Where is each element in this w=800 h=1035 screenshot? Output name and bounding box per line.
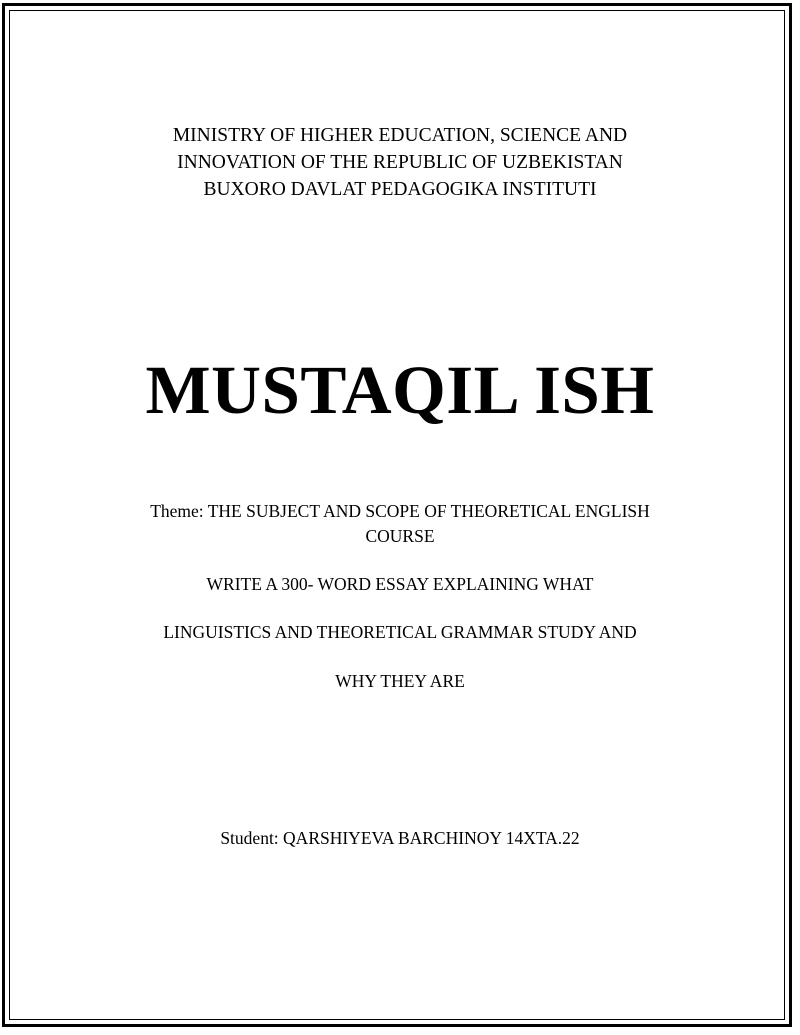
task-line-3: WHY THEY ARE bbox=[335, 671, 465, 691]
header-line-ministry: MINISTRY OF HIGHER EDUCATION, SCIENCE AND bbox=[172, 125, 628, 146]
task-line-1: WRITE A 300- WORD ESSAY EXPLAINING WHAT bbox=[206, 574, 594, 594]
header-line-republic: INNOVATION OF THE REPUBLIC OF UZBEKISTAN bbox=[177, 152, 623, 173]
theme-text: Theme: THE SUBJECT AND SCOPE OF THEORETICAL ENGLISH COURSE bbox=[150, 501, 650, 546]
task-line-2: LINGUISTICS AND THEORETICAL GRAMMAR STUDY AND bbox=[163, 622, 637, 642]
header-line-institute: BUXORO DAVLAT PEDAGOGIKA INSTITUTI bbox=[203, 179, 597, 200]
student-name: Student: QARSHIYEVA BARCHINOY 14XTA.22 bbox=[220, 828, 580, 848]
institution-header bbox=[0, 122, 800, 203]
document-title: MUSTAQIL ISH bbox=[145, 352, 655, 428]
